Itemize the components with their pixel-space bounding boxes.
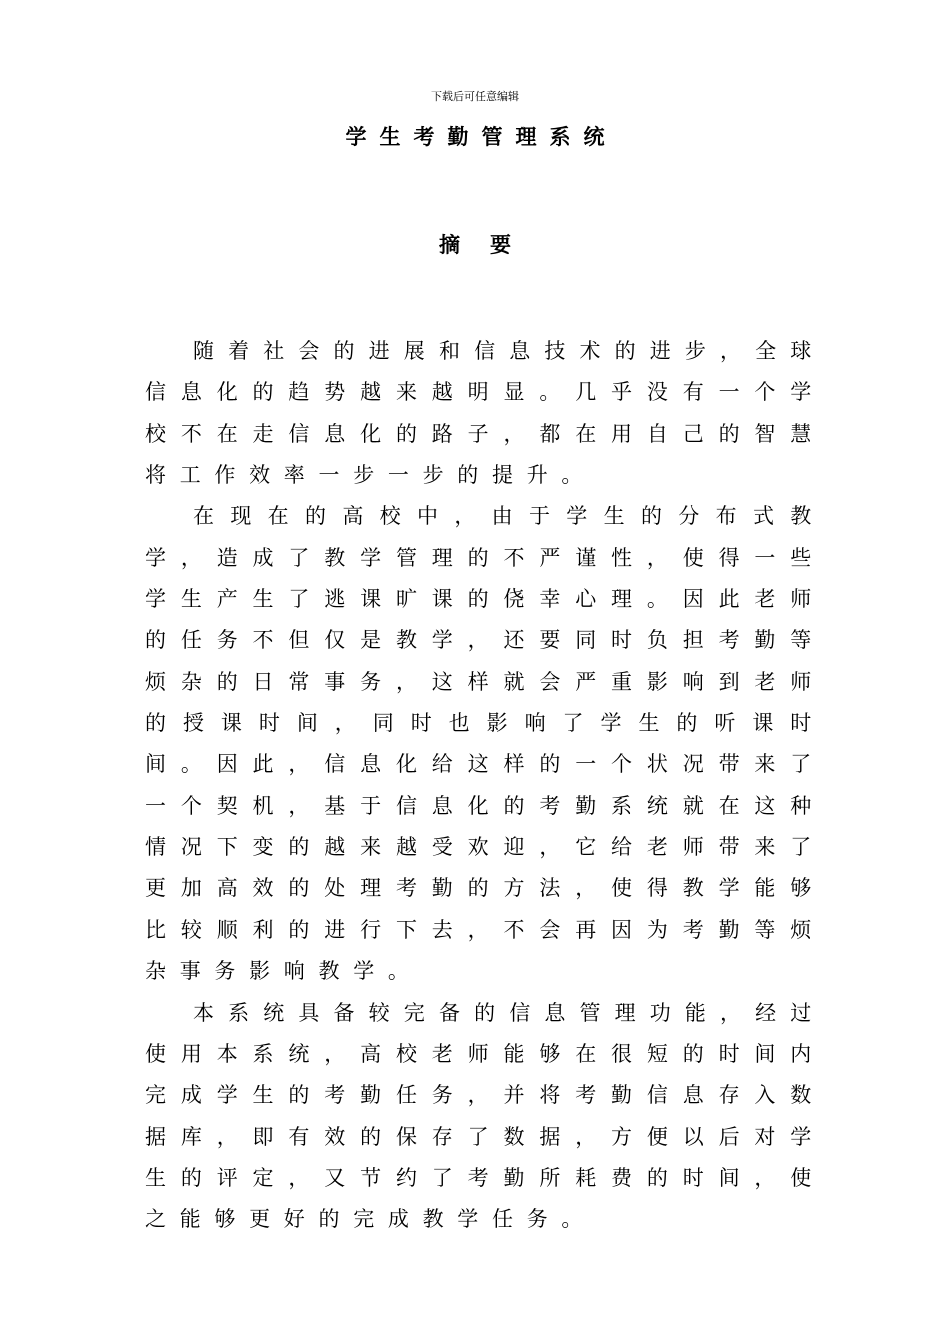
abstract-body <box>145 331 825 1241</box>
document-title: 学生考勤管理系统 <box>345 124 618 149</box>
abstract-heading: 摘要 <box>439 232 541 257</box>
abstract-paragraph-2: 在现在的高校中，由于学生的分布式教学，造成了教学管理的不严谨性，使得一些学生产生了逃课旷课的侥幸心理。因此老师的任务不但仅是教学，还要同时负担考勤等烦杂的日常事务，这样就会严重影响到老师的授课时间，同时也影响了学生的听课时间。因此，信息化给这样的一个状况带来了一个契机，基于信息化的考勤系统就在这种情况下变的越来越受欢迎，它给老师带来了更加高效的处理考勤的方法，使得教学能够比较顺利的进行下去，不会再因为考勤等烦杂事务影响教学。 <box>145 504 825 984</box>
abstract-paragraph-3: 本系统具备较完备的信息管理功能，经过使用本系统，高校老师能够在很短的时间内完成学生的考勤任务，并将考勤信息存入数据库，即有效的保存了数据，方便以后对学生的评定，又节约了考勤所耗费的时间，使之能够更好的完成教学任务。 <box>145 1000 825 1232</box>
header-note: 下载后可任意编辑 <box>431 90 519 103</box>
abstract-paragraph-1: 随着社会的进展和信息技术的进步，全球信息化的趋势越来越明显。几乎没有一个学校不在走信息化的路子，都在用自己的智慧将工作效率一步一步的提升。 <box>145 339 825 488</box>
